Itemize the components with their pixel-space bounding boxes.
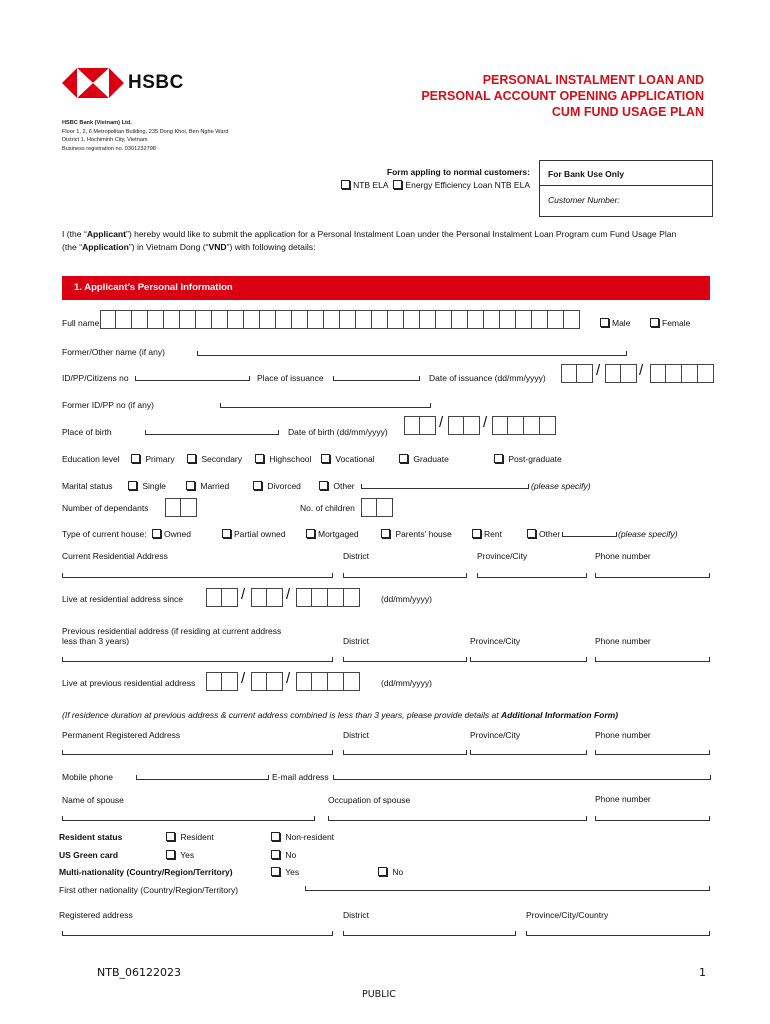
- form-apply-heading: Form appling to normal customers:: [386, 167, 530, 177]
- resident-label: Resident: [180, 832, 214, 842]
- partial-owned-checkbox[interactable]: [222, 529, 231, 538]
- non-resident-option[interactable]: [271, 832, 334, 842]
- married-label: Married: [200, 481, 230, 491]
- place-issuance-input[interactable]: [333, 376, 420, 381]
- permanent-address-label: Permanent Registered Address: [62, 730, 181, 740]
- female-checkbox[interactable]: [650, 318, 659, 327]
- id-no-label: ID/PP/Citizens no: [62, 373, 129, 383]
- multi-nat-yes-option[interactable]: [271, 867, 299, 877]
- perm-address-input[interactable]: [62, 750, 333, 755]
- graduate-label: Graduate: [413, 454, 449, 464]
- prev-province-label: Province/City: [470, 636, 521, 646]
- document-code: NTB_06122023: [97, 966, 181, 979]
- rent-label: Rent: [484, 529, 502, 539]
- dependants-input[interactable]: [165, 498, 197, 517]
- ntb-ela-checkbox[interactable]: [341, 180, 350, 189]
- mortgaged-checkbox[interactable]: [306, 529, 315, 538]
- previous-address-label: [62, 626, 281, 646]
- prev-phone-label: Phone number: [595, 636, 651, 646]
- full-name-label: Full name: [62, 318, 100, 328]
- perm-phone-input[interactable]: [595, 750, 710, 755]
- hsbc-hexagon-icon: [62, 67, 124, 99]
- female-label: Female: [662, 318, 691, 328]
- vocational-label: Vocational: [335, 454, 375, 464]
- house-partial-option[interactable]: [222, 529, 286, 539]
- multi-nat-no-label: No: [392, 867, 404, 877]
- current-phone-label: Phone number: [595, 551, 651, 561]
- mortgaged-label: Mortgaged: [318, 529, 359, 539]
- house-rent-option[interactable]: [472, 529, 502, 539]
- house-owned-option[interactable]: [152, 529, 191, 539]
- edu-postgraduate-option[interactable]: [494, 454, 562, 464]
- additional-info-form-ref: Additional Information Form): [500, 710, 619, 720]
- intro-text: ”) in Vietnam Dong (“: [128, 242, 209, 252]
- parents-house-checkbox[interactable]: [381, 529, 390, 538]
- resident-status-label: Resident status: [59, 832, 123, 842]
- intro-text: ”) hereby would like to submit the application for a Personal Instalment Loan under the Personal Instalment Loan Program cum Fund Usage Plan: [126, 229, 677, 239]
- registered-address-label: Registered address: [59, 910, 133, 920]
- bank-info: [62, 119, 228, 153]
- house-other-checkbox[interactable]: [527, 529, 536, 538]
- live-prev-month-input[interactable]: [251, 672, 283, 691]
- live-since-label: Live at residential address since: [62, 594, 183, 604]
- multi-nat-yes-label: Yes: [285, 867, 300, 877]
- current-address-input[interactable]: [62, 573, 333, 578]
- intro-vnd: VND: [208, 242, 227, 252]
- current-phone-input[interactable]: [595, 573, 710, 578]
- house-other-label: Other: [539, 529, 561, 539]
- hsbc-logo: [62, 67, 184, 101]
- green-card-no-option[interactable]: [271, 850, 296, 860]
- resident-checkbox[interactable]: [166, 832, 175, 841]
- divorced-checkbox[interactable]: [253, 481, 262, 490]
- rent-checkbox[interactable]: [472, 529, 481, 538]
- date-format-note: (dd/mm/yyyy): [381, 594, 432, 604]
- non-resident-label: Non-resident: [285, 832, 335, 842]
- birth-day-input[interactable]: [404, 416, 436, 435]
- issuance-year-input[interactable]: [650, 364, 714, 383]
- green-card-label: US Green card: [59, 850, 119, 860]
- highschool-checkbox[interactable]: [255, 454, 264, 463]
- first-nationality-label: First other nationality (Country/Region/Territory): [59, 885, 239, 895]
- intro-application: Application: [82, 242, 129, 252]
- highschool-label: Highschool: [269, 454, 312, 464]
- date-slash: /: [439, 414, 444, 431]
- date-slash: /: [286, 586, 291, 603]
- edu-highschool-option[interactable]: [255, 454, 311, 464]
- bank-name: HSBC Bank (Vietnam) Ltd.: [62, 120, 132, 126]
- full-name-input[interactable]: [100, 310, 580, 329]
- page-number: 1: [699, 966, 706, 979]
- owned-label: Owned: [164, 529, 191, 539]
- green-card-yes-option[interactable]: [166, 850, 194, 860]
- please-specify-note: (please specify): [618, 529, 678, 539]
- house-mortgaged-option[interactable]: [306, 529, 359, 539]
- issuance-month-input[interactable]: [605, 364, 637, 383]
- secondary-label: Secondary: [201, 454, 243, 464]
- perm-district-label: District: [343, 730, 369, 740]
- bank-registration: Business registration no. 0301232798: [62, 145, 156, 152]
- former-id-label: Former ID/PP no (if any): [62, 400, 154, 410]
- marital-single-option[interactable]: [128, 481, 166, 491]
- prev-province-input[interactable]: [470, 657, 587, 662]
- form-apply: [340, 166, 530, 192]
- live-since-day-input[interactable]: [206, 588, 238, 607]
- education-label: Education level: [62, 454, 120, 464]
- date-slash: /: [241, 670, 246, 687]
- house-parents-option[interactable]: [381, 529, 452, 539]
- spouse-phone-input[interactable]: [595, 816, 710, 821]
- primary-label: Primary: [145, 454, 175, 464]
- date-slash: /: [241, 586, 246, 603]
- date-birth-label: Date of birth (dd/mm/yyyy): [288, 427, 388, 437]
- multi-nat-yes-checkbox[interactable]: [271, 867, 280, 876]
- live-previous-label: Live at previous residential address: [62, 678, 196, 688]
- perm-province-label: Province/City: [470, 730, 521, 740]
- marital-other-label: Other: [333, 481, 355, 491]
- spouse-name-input[interactable]: [62, 816, 315, 821]
- intro-paragraph: [62, 228, 712, 254]
- residence-note-text: (If residence duration at previous address & current address combined is less than 3 years, please provide details at: [62, 710, 501, 720]
- postgraduate-label: Post-graduate: [508, 454, 562, 464]
- current-address-label: Current Residential Address: [62, 551, 168, 561]
- residence-note: [62, 710, 618, 720]
- vocational-checkbox[interactable]: [321, 454, 330, 463]
- partial-owned-label: Partial owned: [234, 529, 286, 539]
- house-other-option[interactable]: [527, 529, 560, 539]
- marital-divorced-option[interactable]: [253, 481, 301, 491]
- bank-use-box: [539, 160, 713, 217]
- edu-vocational-option[interactable]: [321, 454, 375, 464]
- intro-text: ”) with following details:: [226, 242, 316, 252]
- graduate-checkbox[interactable]: [399, 454, 408, 463]
- energy-loan-label: Energy Efficiency Loan NTB ELA: [405, 180, 530, 190]
- primary-checkbox[interactable]: [131, 454, 140, 463]
- parents-house-label: Parents’ house: [395, 529, 452, 539]
- single-checkbox[interactable]: [128, 481, 137, 490]
- marital-other-option[interactable]: [319, 481, 355, 491]
- perm-province-input[interactable]: [470, 750, 587, 755]
- spouse-label: Name of spouse: [62, 795, 124, 805]
- house-type-label: Type of current house:: [62, 529, 147, 539]
- hsbc-wordmark: HSBC: [128, 72, 184, 93]
- current-district-label: District: [343, 551, 369, 561]
- married-checkbox[interactable]: [186, 481, 195, 490]
- spouse-phone-label: Phone number: [595, 794, 651, 804]
- live-prev-year-input[interactable]: [296, 672, 360, 691]
- reg-district-input[interactable]: [343, 931, 516, 936]
- mobile-input[interactable]: [136, 775, 269, 780]
- female-option[interactable]: [650, 318, 690, 328]
- current-province-input[interactable]: [477, 573, 587, 578]
- marital-label: Marital status: [62, 481, 113, 491]
- male-checkbox[interactable]: [600, 318, 609, 327]
- prev-address-input[interactable]: [62, 657, 333, 662]
- title-line-1: PERSONAL INSTALMENT LOAN AND: [482, 73, 704, 87]
- former-name-input[interactable]: [197, 351, 627, 356]
- postgraduate-checkbox[interactable]: [494, 454, 503, 463]
- birth-year-input[interactable]: [492, 416, 556, 435]
- green-card-yes-label: Yes: [180, 850, 195, 860]
- form-title: [421, 72, 704, 120]
- intro-applicant: Applicant: [86, 229, 126, 239]
- energy-loan-checkbox[interactable]: [393, 180, 402, 189]
- customer-number-label: Customer Number:: [548, 195, 620, 205]
- please-specify-note: (please specify): [531, 481, 591, 491]
- spouse-occupation-input[interactable]: [328, 816, 587, 821]
- date-format-note: (dd/mm/yyyy): [381, 678, 432, 688]
- multi-nat-no-option[interactable]: [378, 867, 403, 877]
- dependants-label: Number of dependants: [62, 503, 149, 513]
- date-slash: /: [483, 414, 488, 431]
- intro-text: (the “: [62, 242, 83, 252]
- multi-nat-no-checkbox[interactable]: [378, 867, 387, 876]
- place-issuance-label: Place of issuance: [257, 373, 324, 383]
- multi-nationality-label: Multi-nationality (Country/Region/Territory): [59, 867, 233, 877]
- birth-month-input[interactable]: [448, 416, 480, 435]
- single-label: Single: [142, 481, 167, 491]
- non-resident-checkbox[interactable]: [271, 832, 280, 841]
- male-label: Male: [612, 318, 631, 328]
- green-card-no-label: No: [285, 850, 297, 860]
- bank-address-1: Floor 1, 2, 6 Metropolitan Building, 235 Dong Khoi, Ben Nghe Ward: [62, 128, 229, 135]
- green-card-yes-checkbox[interactable]: [166, 850, 175, 859]
- bank-use-heading: For Bank Use Only: [540, 161, 712, 186]
- reg-province-input[interactable]: [526, 931, 710, 936]
- prev-district-input[interactable]: [343, 657, 467, 662]
- prev-district-label: District: [343, 636, 369, 646]
- prev-phone-input[interactable]: [595, 657, 710, 662]
- resident-option[interactable]: [166, 832, 214, 842]
- perm-phone-label: Phone number: [595, 730, 651, 740]
- marital-married-option[interactable]: [186, 481, 229, 491]
- date-slash: /: [639, 362, 644, 379]
- email-label: E-mail address: [272, 772, 329, 782]
- place-birth-label: Place of birth: [62, 427, 112, 437]
- perm-district-input[interactable]: [343, 750, 467, 755]
- children-input[interactable]: [361, 498, 393, 517]
- marital-other-input[interactable]: [361, 484, 529, 489]
- mobile-label: Mobile phone: [62, 772, 114, 782]
- classification-label: PUBLIC: [362, 989, 396, 1000]
- reg-district-label: District: [343, 910, 369, 920]
- date-slash: /: [596, 362, 601, 379]
- email-input[interactable]: [333, 775, 711, 780]
- current-province-label: Province/City: [477, 551, 528, 561]
- issuance-day-input[interactable]: [561, 364, 593, 383]
- reg-address-input[interactable]: [62, 931, 333, 936]
- reg-province-country-label: Province/City/Country: [526, 910, 609, 920]
- former-id-input[interactable]: [220, 403, 431, 408]
- secondary-checkbox[interactable]: [187, 454, 196, 463]
- date-slash: /: [286, 670, 291, 687]
- live-since-year-input[interactable]: [296, 588, 360, 607]
- male-option[interactable]: [600, 318, 630, 328]
- title-line-2: PERSONAL ACCOUNT OPENING APPLICATION: [421, 89, 704, 103]
- green-card-no-checkbox[interactable]: [271, 850, 280, 859]
- title-line-3: CUM FUND USAGE PLAN: [551, 105, 704, 119]
- ntb-ela-label: NTB ELA: [353, 180, 389, 190]
- spouse-occupation-label: Occupation of spouse: [328, 795, 411, 805]
- place-birth-input[interactable]: [145, 430, 279, 435]
- edu-secondary-option[interactable]: [187, 454, 242, 464]
- edu-primary-option[interactable]: [131, 454, 175, 464]
- house-other-input[interactable]: [562, 532, 617, 537]
- previous-address-label-1: Previous residential address (if residing at current address: [62, 626, 282, 636]
- former-name-label: Former/Other name (if any): [62, 347, 165, 357]
- bank-address-2: District 1, Hochiminh City, Vietnam: [62, 137, 148, 143]
- intro-text: I (the “: [62, 229, 87, 239]
- section-1-header: 1. Applicant’s Personal Information: [62, 276, 710, 300]
- current-district-input[interactable]: [343, 573, 467, 578]
- divorced-label: Divorced: [267, 481, 301, 491]
- date-issuance-label: Date of issuance (dd/mm/yyyy): [429, 373, 546, 383]
- owned-checkbox[interactable]: [152, 529, 161, 538]
- id-no-input[interactable]: [135, 376, 250, 381]
- previous-address-label-2: less than 3 years): [62, 636, 130, 646]
- live-prev-day-input[interactable]: [206, 672, 238, 691]
- live-since-month-input[interactable]: [251, 588, 283, 607]
- edu-graduate-option[interactable]: [399, 454, 449, 464]
- children-label: No. of children: [300, 503, 355, 513]
- marital-other-checkbox[interactable]: [319, 481, 328, 490]
- first-nationality-input[interactable]: [305, 886, 710, 891]
